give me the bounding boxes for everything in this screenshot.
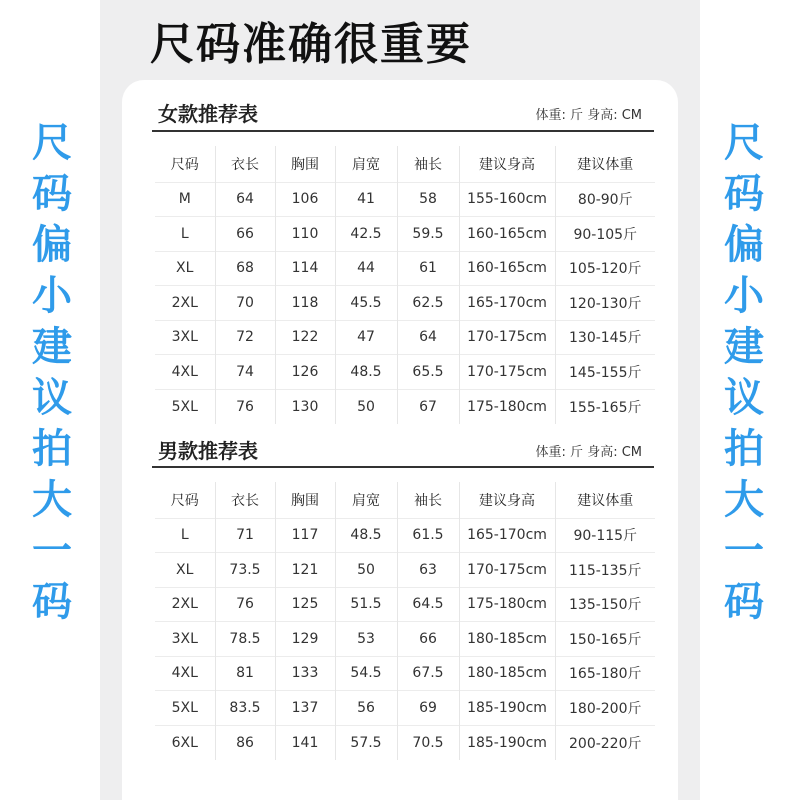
- table-cell: 170-175cm: [459, 355, 555, 390]
- column-header: 衣长: [215, 146, 275, 182]
- table-cell: 117: [275, 518, 335, 553]
- table-cell: 62.5: [397, 286, 459, 321]
- table-cell: 121: [275, 553, 335, 588]
- table-cell: 76: [215, 587, 275, 622]
- table-cell: 76: [215, 389, 275, 424]
- side-note-char: 一: [32, 528, 72, 574]
- table-cell: 129: [275, 622, 335, 657]
- table-cell: 200-220斤: [555, 725, 655, 760]
- table-cell: 65.5: [397, 355, 459, 390]
- table-cell: 90-115斤: [555, 518, 655, 553]
- women-size-table: [155, 146, 655, 424]
- table-cell: 4XL: [155, 355, 215, 390]
- table-cell: 64.5: [397, 587, 459, 622]
- table-cell: 64: [397, 320, 459, 355]
- table-cell: 56: [335, 691, 397, 726]
- table-cell: 185-190cm: [459, 691, 555, 726]
- table-cell: 64: [215, 182, 275, 217]
- table-cell: 66: [397, 622, 459, 657]
- table-cell: 80-90斤: [555, 182, 655, 217]
- table-cell: 73.5: [215, 553, 275, 588]
- table-row: [155, 725, 655, 760]
- table-cell: 86: [215, 725, 275, 760]
- table-cell: 67.5: [397, 656, 459, 691]
- table-cell: 175-180cm: [459, 389, 555, 424]
- table-cell: 81: [215, 656, 275, 691]
- table-cell: 61.5: [397, 518, 459, 553]
- table-cell: 185-190cm: [459, 725, 555, 760]
- column-header: 袖长: [397, 482, 459, 518]
- table-cell: 45.5: [335, 286, 397, 321]
- side-note-char: 码: [724, 579, 764, 625]
- table-cell: 70.5: [397, 725, 459, 760]
- table-cell: 68: [215, 251, 275, 286]
- table-row: [155, 518, 655, 553]
- side-note-char: 码: [32, 171, 72, 217]
- table-cell: 57.5: [335, 725, 397, 760]
- side-note-char: 偏: [724, 222, 764, 268]
- table-cell: 41: [335, 182, 397, 217]
- table-cell: 90-105斤: [555, 217, 655, 252]
- table-cell: 137: [275, 691, 335, 726]
- side-note-char: 尺: [724, 120, 764, 166]
- table-row: [155, 587, 655, 622]
- table-cell: 50: [335, 553, 397, 588]
- table-cell: 71: [215, 518, 275, 553]
- table-cell: 165-170cm: [459, 286, 555, 321]
- side-note-char: 拍: [32, 426, 72, 472]
- table-cell: 78.5: [215, 622, 275, 657]
- table-cell: 120-130斤: [555, 286, 655, 321]
- men-size-table: [155, 482, 655, 760]
- side-note-char: 建: [724, 324, 764, 370]
- table-cell: 150-165斤: [555, 622, 655, 657]
- column-header: 尺码: [170, 492, 199, 509]
- men-section-title: 男款推荐表: [158, 439, 258, 463]
- table-cell: 160-165cm: [459, 251, 555, 286]
- table-cell: XL: [155, 251, 215, 286]
- table-cell: XL: [155, 553, 215, 588]
- table-cell: 165-170cm: [459, 518, 555, 553]
- side-note-char: 尺: [32, 120, 72, 166]
- column-header: 肩宽: [335, 146, 397, 182]
- table-cell: 67: [397, 389, 459, 424]
- women-section-title: 女款推荐表: [158, 102, 258, 126]
- men-divider: [152, 466, 654, 468]
- table-cell: 165-180斤: [555, 656, 655, 691]
- table-cell: 63: [397, 553, 459, 588]
- table-cell: 69: [397, 691, 459, 726]
- side-note-char: 大: [724, 477, 764, 523]
- table-cell: 53: [335, 622, 397, 657]
- page-title: 尺码准确很重要: [150, 19, 472, 70]
- women-divider: [152, 130, 654, 132]
- side-note-char: 议: [32, 375, 72, 421]
- table-cell: 141: [275, 725, 335, 760]
- table-cell: 2XL: [155, 286, 215, 321]
- column-header: 衣长: [215, 482, 275, 518]
- column-header: 胸围: [275, 146, 335, 182]
- column-header: 袖长: [397, 146, 459, 182]
- side-note-char: 一: [724, 528, 764, 574]
- side-note-char: 拍: [724, 426, 764, 472]
- table-cell: M: [155, 182, 215, 217]
- table-cell: 51.5: [335, 587, 397, 622]
- table-row: [155, 622, 655, 657]
- table-row: [155, 355, 655, 390]
- side-note-char: 码: [32, 579, 72, 625]
- table-cell: 170-175cm: [459, 553, 555, 588]
- table-row: [155, 286, 655, 321]
- table-cell: 133: [275, 656, 335, 691]
- table-cell: 42.5: [335, 217, 397, 252]
- side-note-char: 建: [32, 324, 72, 370]
- table-cell: 130: [275, 389, 335, 424]
- table-cell: 170-175cm: [459, 320, 555, 355]
- table-row: [155, 553, 655, 588]
- table-cell: 6XL: [155, 725, 215, 760]
- table-cell: 160-165cm: [459, 217, 555, 252]
- men-unit-note: 体重: 斤 身高: CM: [535, 445, 642, 460]
- table-cell: 83.5: [215, 691, 275, 726]
- table-cell: 72: [215, 320, 275, 355]
- table-row: [155, 691, 655, 726]
- table-cell: 48.5: [335, 518, 397, 553]
- table-row: [155, 251, 655, 286]
- table-cell: 114: [275, 251, 335, 286]
- table-cell: L: [155, 518, 215, 553]
- table-cell: 125: [275, 587, 335, 622]
- side-note-char: 小: [724, 273, 764, 319]
- side-note-right: [714, 118, 774, 628]
- table-cell: 4XL: [155, 656, 215, 691]
- table-cell: 54.5: [335, 656, 397, 691]
- table-cell: 44: [335, 251, 397, 286]
- table-cell: 135-150斤: [555, 587, 655, 622]
- table-row: [155, 182, 655, 217]
- column-header: 建议身高: [459, 482, 555, 518]
- table-cell: 105-120斤: [555, 251, 655, 286]
- table-header-row: [155, 482, 655, 518]
- table-cell: 3XL: [155, 622, 215, 657]
- table-cell: 59.5: [397, 217, 459, 252]
- table-cell: 118: [275, 286, 335, 321]
- table-cell: 48.5: [335, 355, 397, 390]
- table-cell: 70: [215, 286, 275, 321]
- table-cell: 5XL: [155, 389, 215, 424]
- table-cell: 47: [335, 320, 397, 355]
- side-note-char: 大: [32, 477, 72, 523]
- table-row: [155, 389, 655, 424]
- table-cell: 66: [215, 217, 275, 252]
- table-cell: 175-180cm: [459, 587, 555, 622]
- table-cell: 50: [335, 389, 397, 424]
- table-cell: 58: [397, 182, 459, 217]
- table-cell: L: [155, 217, 215, 252]
- side-note-char: 议: [724, 375, 764, 421]
- table-cell: 74: [215, 355, 275, 390]
- table-row: [155, 217, 655, 252]
- women-unit-note: 体重: 斤 身高: CM: [535, 108, 642, 123]
- side-note-char: 小: [32, 273, 72, 319]
- table-cell: 106: [275, 182, 335, 217]
- table-cell: 155-160cm: [459, 182, 555, 217]
- column-header: 尺码: [170, 156, 199, 173]
- table-cell: 180-185cm: [459, 622, 555, 657]
- table-cell: 3XL: [155, 320, 215, 355]
- table-cell: 180-185cm: [459, 656, 555, 691]
- table-cell: 110: [275, 217, 335, 252]
- table-cell: 145-155斤: [555, 355, 655, 390]
- table-header-row: [155, 146, 655, 182]
- table-cell: 122: [275, 320, 335, 355]
- side-note-char: 偏: [32, 222, 72, 268]
- column-header: 建议体重: [555, 482, 655, 518]
- table-row: [155, 656, 655, 691]
- side-note-char: 码: [724, 171, 764, 217]
- table-cell: 126: [275, 355, 335, 390]
- column-header: 建议体重: [555, 146, 655, 182]
- table-cell: 155-165斤: [555, 389, 655, 424]
- table-cell: 130-145斤: [555, 320, 655, 355]
- table-cell: 2XL: [155, 587, 215, 622]
- column-header: 建议身高: [459, 146, 555, 182]
- table-row: [155, 320, 655, 355]
- table-cell: 61: [397, 251, 459, 286]
- column-header: 胸围: [275, 482, 335, 518]
- side-note-left: [22, 118, 82, 628]
- table-cell: 115-135斤: [555, 553, 655, 588]
- column-header: 肩宽: [335, 482, 397, 518]
- table-cell: 5XL: [155, 691, 215, 726]
- table-cell: 180-200斤: [555, 691, 655, 726]
